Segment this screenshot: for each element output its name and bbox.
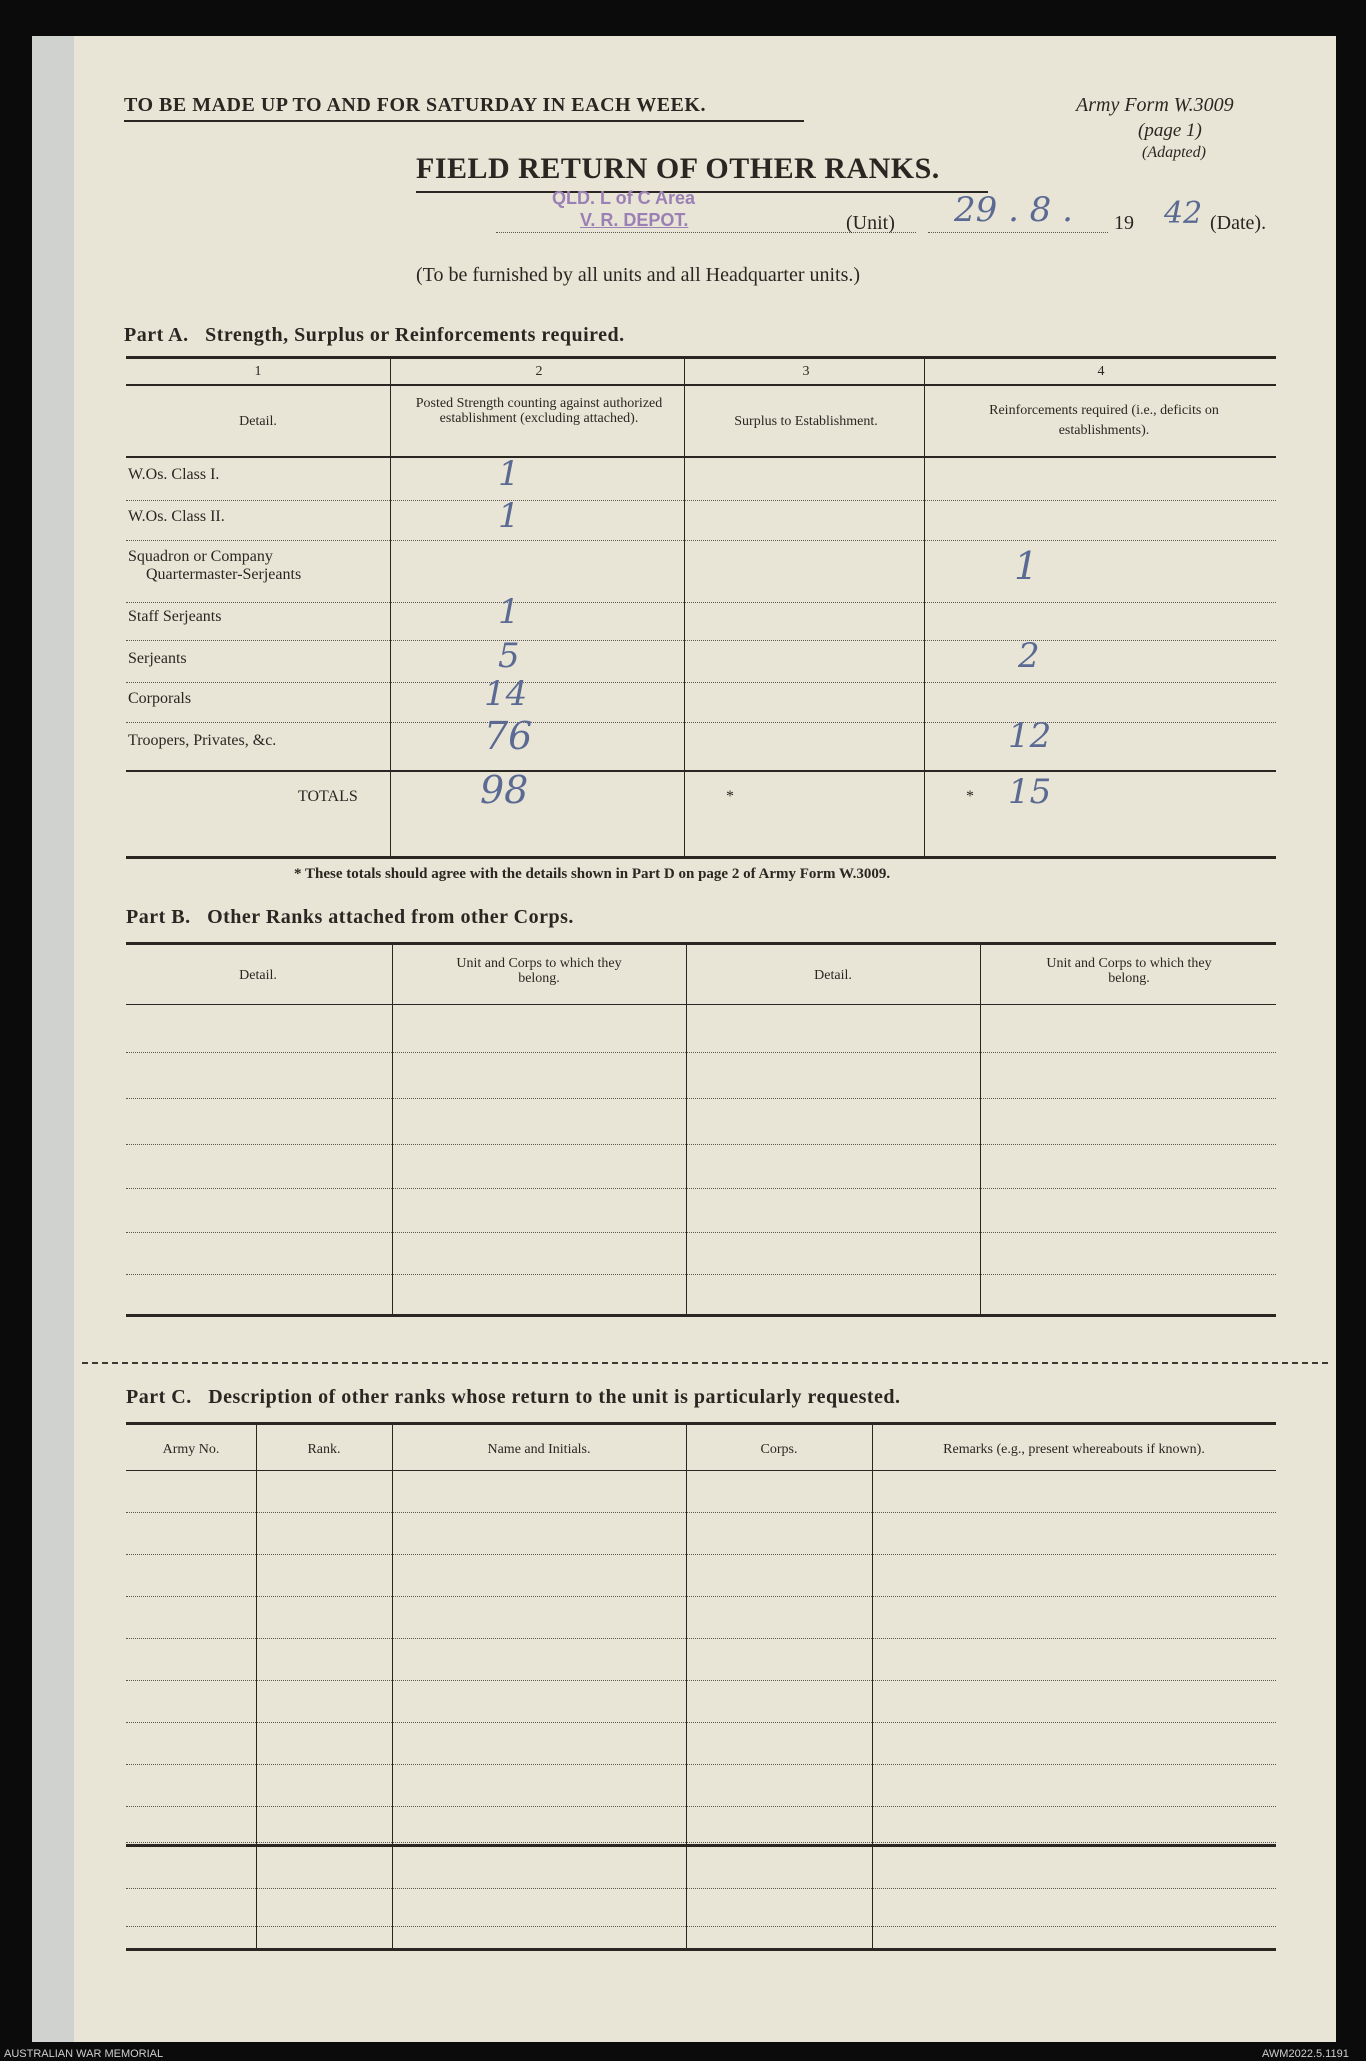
totals-label: TOTALS: [298, 788, 358, 805]
part-c-header-rule: [126, 1470, 1276, 1471]
part-b-header-unit-2: Unit and Corps to which they belong.: [1046, 956, 1212, 986]
part-a-heading: [124, 324, 625, 347]
row-detail-wo1: W.Os. Class I.: [128, 466, 220, 483]
form-page: [74, 36, 1336, 2042]
form-subtitle: (To be furnished by all units and all Headquarter units.): [416, 264, 861, 286]
part-c-col-sep-1: [256, 1424, 257, 1950]
title-underline: [416, 191, 988, 193]
row-detail-cpl: Corporals: [128, 690, 192, 707]
part-b-row-rule-5: [126, 1232, 1276, 1233]
part-c-header-remarks: Remarks (e.g., present whereabouts if known).: [943, 1442, 1205, 1457]
part-b-bottom-rule: [126, 1314, 1276, 1317]
totals-posted: 98: [480, 768, 529, 812]
part-c-row-rule-5: [126, 1680, 1276, 1681]
row-posted-wo2: 1: [498, 496, 520, 536]
part-c-row-rule-7: [126, 1764, 1276, 1765]
part-c-col-sep-3: [686, 1424, 687, 1950]
instruction-underline: [124, 120, 804, 122]
row-posted-sjt: 5: [498, 636, 520, 676]
row-detail-staff-sjt: Staff Serjeants: [128, 608, 222, 625]
row-detail-pte: Troopers, Privates, &c.: [128, 732, 277, 749]
part-c-row-rule-1: [126, 1512, 1276, 1513]
part-a-col-sep-3: [924, 358, 925, 858]
year-prefix: 19: [1114, 212, 1134, 234]
part-c-header-corps: Corps.: [760, 1442, 798, 1457]
year-handwritten: 42: [1164, 196, 1203, 231]
left-paper-strip: [32, 36, 78, 2042]
row-posted-pte: 76: [484, 714, 533, 758]
part-c-header-army-no: Army No.: [162, 1442, 220, 1457]
part-c-mid-rule: [126, 1844, 1276, 1847]
footer-accession: AWM2022.5.1191: [1262, 2048, 1349, 2060]
row-rule-2: [126, 540, 1276, 541]
row-rule-4: [126, 640, 1276, 641]
col-number-2: 2: [535, 364, 543, 379]
header-posted-strength: Posted Strength counting against authorized establishment (excluding attached).: [415, 396, 663, 426]
part-b-heading: [126, 906, 574, 929]
part-b-header-detail-1: Detail.: [239, 968, 277, 983]
row-reinf-pte: 12: [1008, 716, 1052, 756]
totals-reinf: 15: [1008, 772, 1052, 812]
col-number-3: 3: [802, 364, 810, 379]
part-a-label: Part A.: [124, 324, 189, 346]
row-rule-1: [126, 500, 1276, 501]
part-c-col-sep-4: [872, 1424, 873, 1950]
date-label: (Date).: [1210, 212, 1267, 234]
part-c-col-sep-2: [392, 1424, 393, 1950]
row-posted-wo1: 1: [498, 454, 520, 494]
instruction-text: TO BE MADE UP TO AND FOR SATURDAY IN EACH WEEK.: [124, 94, 706, 116]
part-a-col-sep-1: [390, 358, 391, 858]
adapted-label: (Adapted): [1142, 144, 1206, 161]
row-reinf-sjt: 2: [1018, 636, 1040, 676]
part-a-totals-rule: [126, 770, 1276, 772]
part-c-label: Part C.: [126, 1386, 192, 1408]
row-posted-cpl: 14: [484, 674, 528, 714]
row-reinf-sqms: 1: [1014, 544, 1039, 588]
part-b-row-rule-3: [126, 1144, 1276, 1145]
part-c-header-name: Name and Initials.: [487, 1442, 591, 1457]
part-b-title: Other Ranks attached from other Corps.: [207, 906, 574, 928]
row-posted-staff-sjt: 1: [498, 592, 520, 632]
footer-institution: AUSTRALIAN WAR MEMORIAL: [4, 2048, 164, 2060]
part-c-bottom-rule: [126, 1948, 1276, 1951]
part-c-row-rule-8: [126, 1806, 1276, 1807]
part-a-top-rule: [126, 356, 1276, 359]
row-rule-3: [126, 602, 1276, 603]
part-c-row-rule-2: [126, 1554, 1276, 1555]
part-a-title: Strength, Surplus or Reinforcements required.: [205, 324, 625, 346]
part-c-row-rule-10: [126, 1888, 1276, 1889]
part-a-number-rule: [126, 384, 1276, 386]
part-c-row-rule-3: [126, 1596, 1276, 1597]
part-b-row-rule-6: [126, 1274, 1276, 1275]
part-b-header-unit-1: Unit and Corps to which they belong.: [456, 956, 622, 986]
part-c-row-rule-9: [126, 1842, 1276, 1843]
part-a-col-sep-2: [684, 358, 685, 858]
page-reference: (page 1): [1138, 120, 1202, 141]
totals-reinf-mark: *: [966, 788, 974, 805]
part-c-header-rank: Rank.: [307, 1442, 341, 1457]
form-title: FIELD RETURN OF OTHER RANKS.: [416, 152, 940, 185]
part-c-row-rule-11: [126, 1926, 1276, 1927]
part-a-header-rule: [126, 456, 1276, 458]
unit-stamp-line1: QLD. L of C Area: [552, 188, 696, 208]
part-a-bottom-rule: [126, 856, 1276, 859]
col-number-1: 1: [254, 364, 262, 379]
row-detail-sjt: Serjeants: [128, 650, 187, 667]
header-detail: Detail.: [239, 414, 277, 429]
part-b-col-sep-2: [686, 944, 687, 1314]
part-b-header-rule: [126, 1004, 1276, 1005]
part-c-top-rule: [126, 1422, 1276, 1425]
part-b-col-sep-3: [980, 944, 981, 1314]
tear-line: [82, 1362, 1328, 1364]
part-b-row-rule-4: [126, 1188, 1276, 1189]
part-b-header-detail-2: Detail.: [814, 968, 852, 983]
part-c-row-rule-6: [126, 1722, 1276, 1723]
unit-stamp-line2: V. R. DEPOT.: [580, 210, 689, 230]
totals-surplus-mark: *: [726, 788, 734, 805]
row-detail-wo2: W.Os. Class II.: [128, 508, 225, 525]
date-field-line: [928, 232, 1108, 233]
unit-label: (Unit): [846, 212, 895, 234]
part-b-top-rule: [126, 942, 1276, 945]
part-a-footnote: * These totals should agree with the details shown in Part D on page 2 of Army Form W.3009.: [294, 866, 891, 882]
row-rule-6: [126, 722, 1276, 723]
row-detail-sqms: Squadron or Company: [128, 548, 273, 565]
part-b-row-rule-1: [126, 1052, 1276, 1053]
part-b-row-rule-2: [126, 1098, 1276, 1099]
header-reinforcements: Reinforcements required (i.e., deficits on establishments).: [989, 403, 1219, 438]
form-reference: Army Form W.3009: [1076, 94, 1234, 116]
row-detail-sqms-2: Quartermaster-Serjeants: [146, 566, 302, 583]
part-c-heading: [126, 1386, 901, 1409]
header-surplus: Surplus to Establishment.: [734, 414, 878, 429]
part-c-row-rule-4: [126, 1638, 1276, 1639]
date-handwritten: 29 . 8 .: [954, 190, 1073, 230]
part-b-label: Part B.: [126, 906, 191, 928]
part-c-title: Description of other ranks whose return to the unit is particularly requested.: [208, 1386, 901, 1408]
part-b-col-sep-1: [392, 944, 393, 1314]
col-number-4: 4: [1097, 364, 1105, 379]
row-rule-5: [126, 682, 1276, 683]
